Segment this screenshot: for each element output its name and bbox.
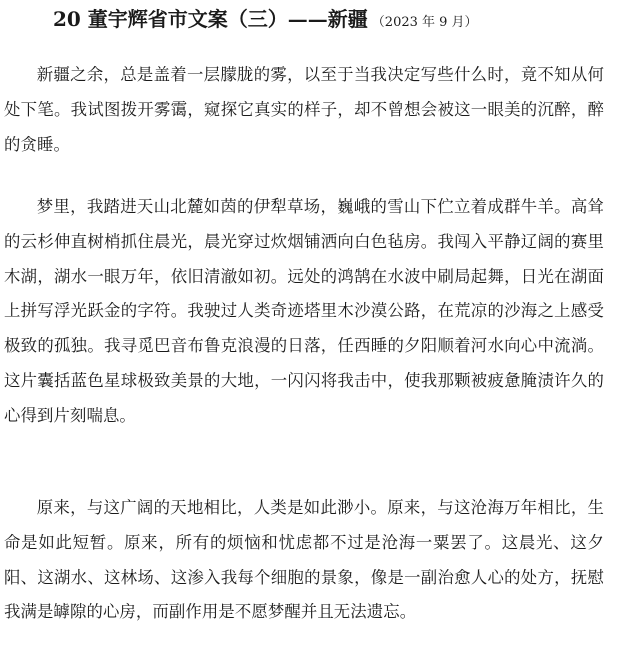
paragraph-1: 新疆之余，总是盖着一层朦胧的雾，以至于当我决定写些什么时，竟不知从何处下笔。我试图拨开雾霭，窥探它真实的样子，却不曾想会被这一眼美的沉醉，醉的贪睡。: [4, 65, 604, 154]
title-row: [53, 4, 478, 38]
document-title: 20 董宇辉省市文案（三）——新疆: [53, 7, 368, 31]
paragraph-2: 梦里，我踏进天山北麓如茵的伊犁草场，巍峨的雪山下伫立着成群牛羊。高耸的云杉伸直树梢抓住晨光，晨光穿过炊烟铺洒向白色毡房。我闯入平静辽阔的赛里木湖，湖水一眼万年，依旧清澈如初。远处的鸿鹄在水波中刷局起舞，日光在湖面上拼写浮光跃金的字符。我驶过人类奇迹塔里木沙漠公路，在荒凉的沙海之上感受极致的孤独。我寻觅巴音布鲁克浪漫的日落，任西睡的夕阳顺着河水向心中流淌。这片囊括蓝色星球极致美景的大地，一闪闪将我击中，使我那颗被疲惫腌渍许久的心得到片刻喘息。: [4, 197, 604, 425]
paragraph-3: 原来，与这广阔的天地相比，人类是如此渺小。原来，与这沧海万年相比，生命是如此短暂。原来，所有的烦恼和忧虑都不过是沧海一粟罢了。这晨光、这夕阳、这湖水、这林场、这渗入我每个细胞的景象，像是一副治愈人心的处方，抚慰我满是罅隙的心房，而副作用是不愿梦醒并且无法遗忘。: [4, 498, 604, 622]
document-date: （2023 年 9 月）: [371, 15, 478, 30]
